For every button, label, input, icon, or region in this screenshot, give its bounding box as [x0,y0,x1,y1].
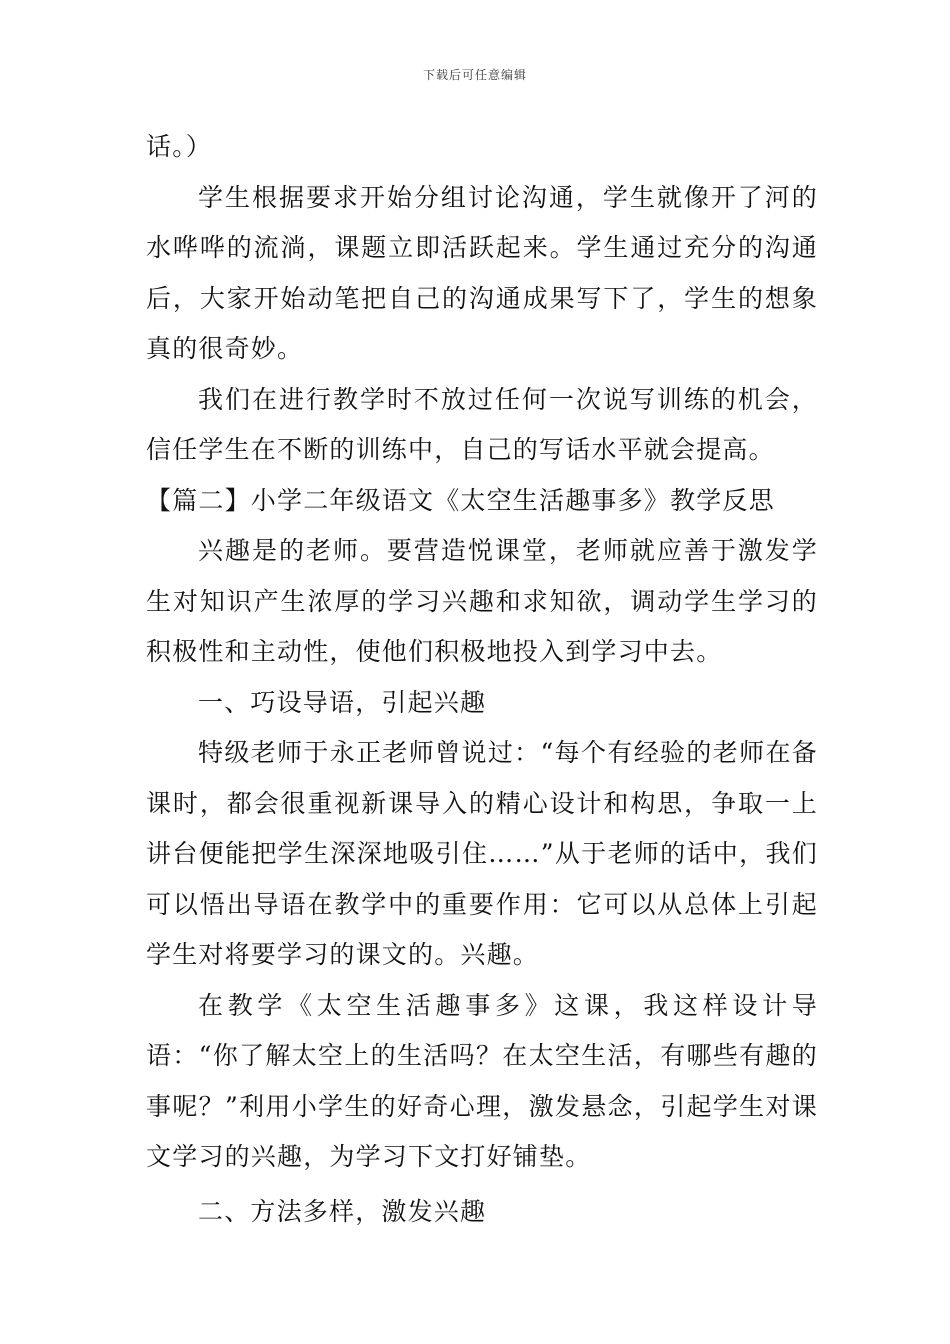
section-title: 【篇二】小学二年级语文《太空生活趣事多》教学反思 [146,485,775,515]
subheading-two: 二、方法多样，激发兴趣 [198,1196,487,1226]
document-body [146,122,818,1237]
paragraph-interest: 兴趣是的老师。要营造悦课堂，老师就应善于激发学生对知识产生浓厚的学习兴趣和求知欲，调动学生学习的积极性和主动性，使他们积极地投入到学习中去。 [146,536,818,666]
paragraph-lead-in: 在教学《太空生活趣事多》这课，我这样设计导语：“你了解太空上的生活吗？在太空生活，有哪些有趣的事呢？”利用小学生的好奇心理，激发悬念，引起学生对课文学习的兴趣，为学习下文打好铺垫。 [146,990,818,1171]
paragraph-continuation: 话。） [146,132,213,161]
paragraph-quote: 特级老师于永正老师曾说过：“每个有经验的老师在备课时，都会很重视新课导入的精心设计和构思，争取一上讲台便能把学生深深地吸引住……”从于老师的话中，我们可以悟出导语在教学中的重要作用：它可以从总体上引起学生对将要学习的课文的。兴趣。 [146,738,818,969]
paragraph-discussion: 学生根据要求开始分组讨论沟通，学生就像开了河的水哗哗的流淌，课题立即活跃起来。学生通过充分的沟通后，大家开始动笔把自己的沟通成果写下了，学生的想象真的很奇妙。 [146,182,818,363]
subheading-one: 一、巧设导语，引起兴趣 [198,687,487,717]
header-note: 下载后可任意编辑 [422,68,527,82]
paragraph-training: 我们在进行教学时不放过任何一次说写训练的机会，信任学生在不断的训练中，自己的写话水平就会提高。 [146,384,818,464]
